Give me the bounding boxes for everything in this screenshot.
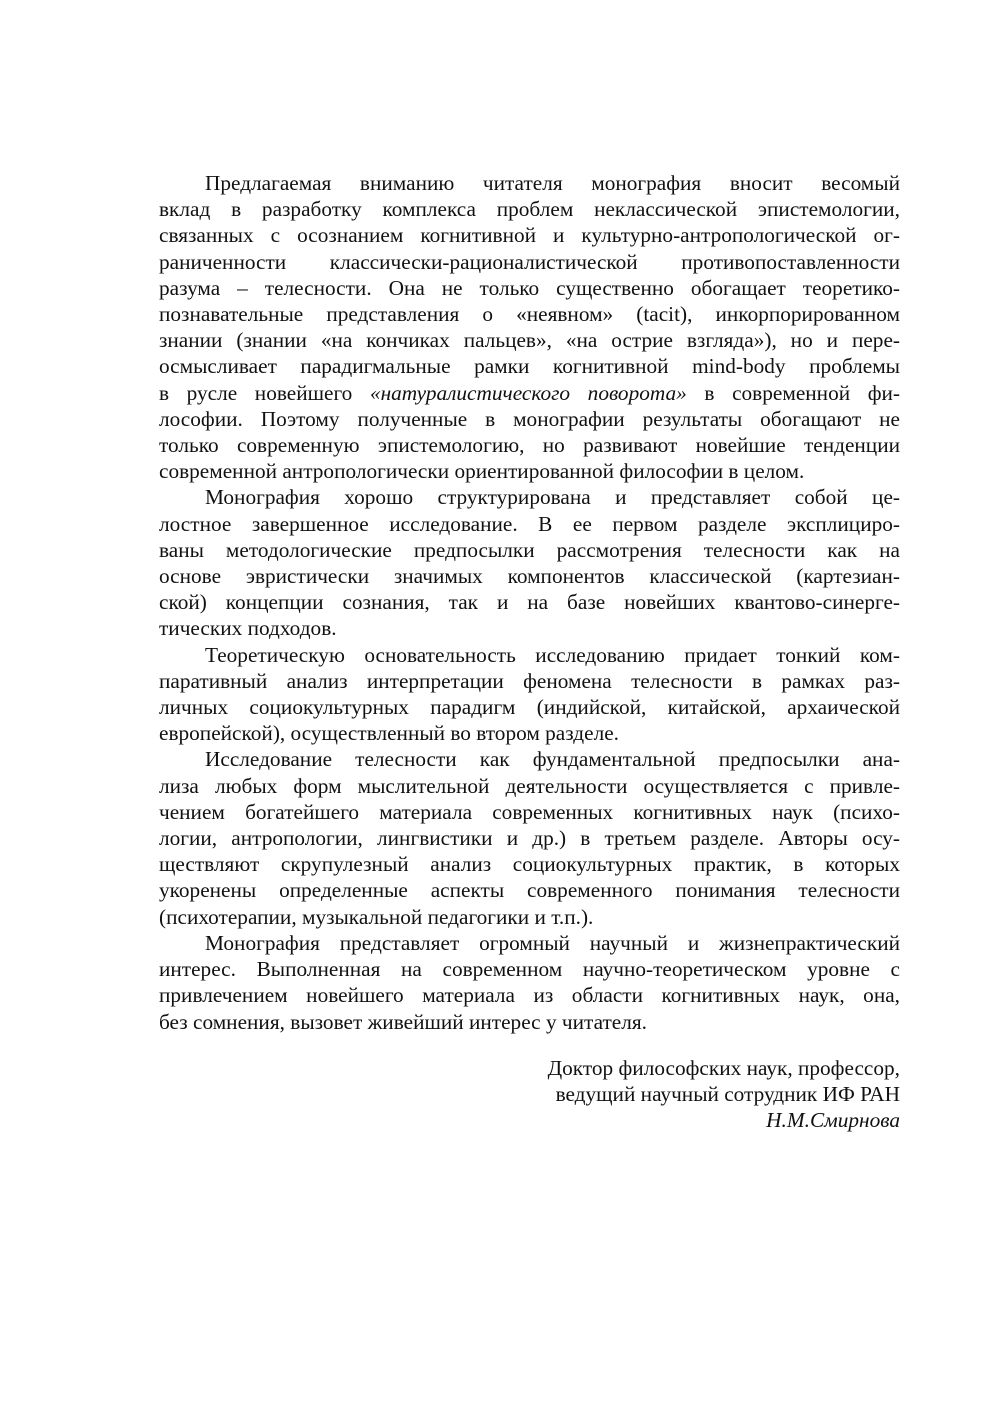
text-line: ваны методологические предпосылки рассмотрения телесности как на (159, 537, 900, 562)
text-line: паративный анализ интерпретации феномена телесности в рамках раз- (159, 668, 900, 693)
text-line: укоренены определенные аспекты современного понимания телесности (159, 878, 900, 903)
text-line: лостное завершенное исследование. В ее первом разделе эксплициро- (159, 511, 900, 536)
text-line: европейской), осуществленный во втором разделе. (159, 721, 619, 746)
text-line: интерес. Выполненная на современном научно-теоретическом уровне с (159, 957, 900, 982)
text-line: ществляют скрупулезный анализ социокультурных практик, в которых (159, 852, 900, 877)
text-line: (психотерапии, музыкальной педагогики и т.п.). (159, 904, 594, 929)
text-line: осмысливает парадигмальные рамки когнитивной mind-body проблемы (159, 354, 900, 379)
signature-title: Доктор философских наук, профессор, (547, 1055, 900, 1080)
text-line: основе эвристически значимых компонентов классической (картезиан- (159, 564, 900, 589)
paragraph-1 (159, 170, 900, 484)
paragraph-5 (159, 930, 900, 1035)
text-line: Монография хорошо структурирована и представляет собой це- (205, 485, 900, 510)
text-line: современной антропологически ориентированной философии в целом. (159, 459, 805, 484)
text-line: связанных с осознанием когнитивной и культурно-антропологической ог- (159, 223, 900, 248)
paragraph-3 (159, 642, 900, 747)
signature-position: ведущий научный сотрудник ИФ РАН (555, 1081, 900, 1106)
text-segment: в современной фи- (686, 380, 900, 405)
text-line: знании (знании «на кончиках пальцев», «на острие взгляда»), но и пере- (159, 328, 900, 353)
text-line: Теоретическую основательность исследованию придает тонкий ком- (205, 642, 900, 667)
text-line: логии, антропологии, лингвистики и др.) в третьем разделе. Авторы осу- (159, 826, 900, 851)
text-line: лософии. Поэтому полученные в монографии результаты обогащают не (159, 406, 900, 431)
text-line: только современную эпистемологию, но развивают новейшие тенденции (159, 433, 900, 458)
text-line: ской) концепции сознания, так и на базе новейших квантово-синерге- (159, 590, 900, 615)
text-line: чением богатейшего материала современных когнитивных наук (психо- (159, 799, 900, 824)
text-line: Монография представляет огромный научный и жизнепрактический (205, 930, 900, 955)
text-line: без сомнения, вызовет живейший интерес у читателя. (159, 1009, 648, 1034)
document-page (159, 170, 900, 1133)
text-line: личных социокультурных парадигм (индийской, китайской, архаической (159, 695, 900, 720)
text-segment: в русле новейшего (159, 380, 370, 405)
signature-name: Н.М.Смирнова (766, 1108, 900, 1133)
italic-term: «натуралистического поворота» (369, 380, 687, 405)
text-line: вклад в разработку комплекса проблем неклассической эпистемологии, (159, 197, 900, 222)
text-line: раниченности классически-рационалистической противопоставленности (159, 249, 900, 274)
paragraph-4 (159, 746, 900, 929)
text-line (159, 380, 900, 406)
text-line: познавательные представления о «неявном» (tacit), инкорпорированном (159, 302, 900, 327)
text-line: Предлагаемая вниманию читателя монография вносит весомый (205, 171, 900, 195)
text-line: Исследование телесности как фундаментальной предпосылки ана- (205, 747, 900, 772)
text-line: привлечением новейшего материала из области когнитивных наук, она, (159, 983, 900, 1008)
paragraph-2 (159, 484, 900, 641)
text-line: тических подходов. (159, 616, 337, 641)
signature-block (159, 1055, 900, 1134)
text-line: лиза любых форм мыслительной деятельности осуществляется с привле- (159, 773, 900, 798)
text-line: разума – телесности. Она не только существенно обогащает теоретико- (159, 275, 900, 300)
